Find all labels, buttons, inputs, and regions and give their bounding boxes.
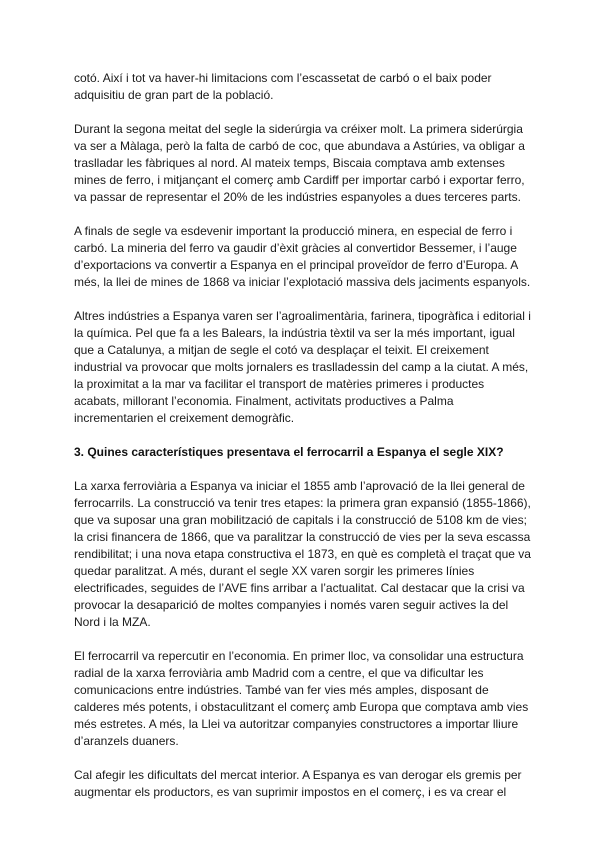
paragraph-other-industries: Altres indústries a Espanya varen ser l’agroalimentària, farinera, tipogràfica i editorial i la química. Pel que fa a les Balears, la indústria tèxtil va ser la més important, igual que a Catalunya, a mitjan de segle el cotó va desplaçar el teixit. El creixement industrial va provocar que molts jornalers es traslladessin del camp a la ciutat. A més, la proximitat a la mar va facilitar el transport de matèries primeres i productes acabats, millorant l’economia. Finalment, activitats productives a Palma incrementarien el creixement demogràfic. bbox=[74, 309, 531, 425]
section-heading-railway: 3. Quines característiques presentava el ferrocarril a Espanya el segle XIX? bbox=[74, 445, 504, 459]
document-body bbox=[74, 70, 532, 818]
paragraph-cotton-limitations: cotó. Així i tot va haver-hi limitacions com l’escassetat de carbó o el baix poder adquisitiu de gran part de la població. bbox=[74, 71, 492, 102]
paragraph-steel-industry: Durant la segona meitat del segle la siderúrgia va créixer molt. La primera siderúrgia va ser a Màlaga, però la falta de carbó de coc, que abundava a Astúries, va obligar a traslladar les fàbriques al nord. Al mateix temps, Biscaia comptava amb extenses mines de ferro, i mitjançant el comerç amb Cardiff per importar carbó i exportar ferro, va passar de representar el 20% de les indústries espanyoles a dues terceres parts. bbox=[74, 122, 525, 204]
paragraph-railway-network: La xarxa ferroviària a Espanya va iniciar el 1855 amb l’aprovació de la llei general de ferrocarrils. La construcció va tenir tres etapes: la primera gran expansió (1855-1866), que va suposar una gran mobilització de capitals i la construcció de 5108 km de vies; la crisi financera de 1866, que va paralitzar la construcció de vies per la seva escassa rendibilitat; i una nova etapa constructiva el 1873, en què es completà el traçat que va quedar paralitzat. A més, durant el segle XX varen sorgir les primeres línies electrificades, seguides de l’AVE fins arribar a l’actualitat. Cal destacar que la crisi va provocar la desaparició de moltes companyies i només varen seguir actives la del Nord i la MZA. bbox=[74, 479, 531, 629]
paragraph-internal-market: Cal afegir les dificultats del mercat interior. A Espanya es van derogar els gremis per augmentar els productors, es van suprimir impostos en el comerç, i es va crear el bbox=[74, 768, 522, 799]
paragraph-railway-economy: El ferrocarril va repercutir en l’economia. En primer lloc, va consolidar una estructura radial de la xarxa ferroviària amb Madrid com a centre, el que va dificultar les comunicacions entre indústries. També van fer vies més amples, disposant de calderes més potents, i obstaculitzant el comerç amb Europa que comptava amb vies més estretes. A més, la Llei va autoritzar companyies constructores a importar lliure d’aranzels duaners. bbox=[74, 649, 529, 748]
paragraph-mining: A finals de segle va esdevenir important la producció minera, en especial de ferro i carbó. La mineria del ferro va gaudir d’èxit gràcies al convertidor Bessemer, i l’auge d’exportacions va convertir a Espanya en el principal proveïdor de ferro d’Europa. A més, la llei de mines de 1868 va iniciar l’explotació massiva dels jaciments espanyols. bbox=[74, 224, 531, 289]
